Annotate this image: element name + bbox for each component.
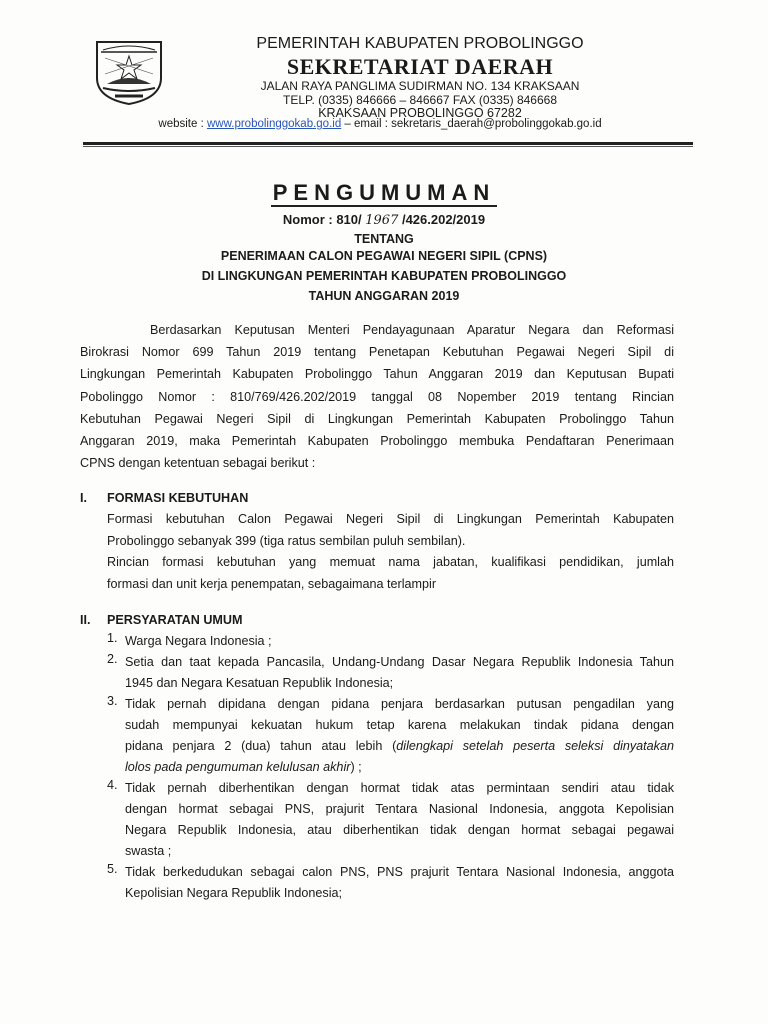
letterhead-government: PEMERINTAH KABUPATEN PROBOLINGGO xyxy=(256,35,584,52)
line-text: Tidak berkedudukan sebagai calon PNS, PNS prajurit Tentara Nasional Indonesia, anggota xyxy=(125,865,674,879)
section-line: Probolinggo sebanyak 399 (tiga ratus sembilan puluh sembilan). xyxy=(107,533,466,548)
section-heading xyxy=(80,487,674,509)
list-item-number: 2. xyxy=(107,652,118,666)
letterhead-divider xyxy=(83,142,693,145)
list-item-line xyxy=(125,736,674,757)
list-item-line xyxy=(125,631,674,652)
line-text: ) ; xyxy=(350,760,362,774)
list-item-number: 3. xyxy=(107,694,118,708)
section-formasi-kebutuhan xyxy=(80,487,674,595)
subject-line: DI LINGKUNGAN PEMERINTAH KABUPATEN PROBOLINGGO xyxy=(201,269,567,283)
subject-line: TAHUN ANGGARAN 2019 xyxy=(308,289,460,303)
paragraph-line: Pobolinggo Nomor : 810/769/426.202/2019 tanggal 08 Nopember 2019 tentang Rincian xyxy=(80,389,674,404)
paragraph-line: Berdasarkan Keputusan Menteri Pendayagunaan Aparatur Negara dan Reformasi xyxy=(150,323,674,337)
paragraph-line: Kebutuhan Pegawai Negeri Sipil di Lingkungan Pemerintah Kabupaten Probolinggo Tahun xyxy=(80,411,674,426)
website-link[interactable]: www.probolinggokab.go.id xyxy=(206,118,342,130)
list-item-line xyxy=(125,799,674,820)
subject-line: PENERIMAAN CALON PEGAWAI NEGERI SIPIL (CPNS) xyxy=(220,249,548,263)
number-prefix: Nomor : 810/ xyxy=(282,212,366,227)
list-item-line xyxy=(125,673,674,694)
list-item-line xyxy=(125,862,674,883)
line-text: Tidak pernah dipidana dengan pidana penjara berdasarkan putusan pengadilan yang xyxy=(125,697,674,711)
paragraph-line: CPNS dengan ketentuan sebagai berikut : xyxy=(80,456,316,471)
letterhead-divider-thin xyxy=(83,146,693,147)
document-title-text: PENGUMUMAN xyxy=(272,180,496,205)
section-line: Formasi kebutuhan Calon Pegawai Negeri Sipil di Lingkungan Pemerintah Kabupaten xyxy=(107,512,674,526)
line-text: swasta ; xyxy=(125,844,172,858)
list-item-line xyxy=(125,715,674,736)
section-title: PERSYARATAN UMUM xyxy=(107,613,243,627)
line-text: Kepolisian Negara Republik Indonesia; xyxy=(125,886,343,900)
section-number: I. xyxy=(80,491,87,505)
list-item-line xyxy=(125,652,674,673)
list-item-line xyxy=(125,883,674,904)
list-item xyxy=(80,862,674,904)
website-label: website : xyxy=(158,118,207,130)
letterhead-contact xyxy=(100,118,660,130)
intro-paragraph xyxy=(80,319,674,474)
letterhead-city: KRAKSAAN PROBOLINGGO 67282 xyxy=(318,106,522,120)
section-line: Rincian formasi kebutuhan yang memuat nama jabatan, kualifikasi pendidikan, jumlah xyxy=(107,555,674,569)
list-item-line xyxy=(125,820,674,841)
section-heading xyxy=(80,609,674,631)
list-item-number: 4. xyxy=(107,778,118,792)
section-line: formasi dan unit kerja penempatan, sebagaimana terlampir xyxy=(107,576,437,591)
email-address: sekretaris_daerah@probolinggokab.go.id xyxy=(391,118,602,130)
list-item-line xyxy=(125,757,674,778)
list-item-number: 5. xyxy=(107,862,118,876)
line-text: dengan hormat sebagai PNS, prajurit Tentara Nasional Indonesia, anggota Kepolisian xyxy=(125,802,674,816)
line-text: 1945 dan Negara Kesatuan Republik Indonesia; xyxy=(125,676,394,690)
section-persyaratan-umum xyxy=(80,609,674,904)
line-text: Negara Republik Indonesia, atau diberhentikan tidak dengan hormat sebagai pegawai xyxy=(125,823,674,837)
email-label: – email : xyxy=(341,118,392,130)
line-text: Tidak pernah diberhentikan dengan hormat tidak atas permintaan sendiri atau tidak xyxy=(125,781,674,795)
number-suffix: /426.202/2019 xyxy=(398,212,486,227)
line-text: Warga Negara Indonesia ; xyxy=(125,634,272,648)
handwritten-number: 1967 xyxy=(365,213,399,228)
list-item-line xyxy=(125,778,674,799)
list-item xyxy=(80,652,674,694)
line-text: sudah mempunyai kekuatan hukum tetap karena melakukan tindak pidana dengan xyxy=(125,718,674,732)
letterhead-office: SEKRETARIAT DAERAH xyxy=(286,54,554,79)
list-item-line xyxy=(125,841,674,862)
list-item-number: 1. xyxy=(107,631,118,645)
letterhead-address: JALAN RAYA PANGLIMA SUDIRMAN NO. 134 KRAKSAAN xyxy=(260,79,580,93)
list-item xyxy=(80,778,674,862)
section-title: FORMASI KEBUTUHAN xyxy=(107,491,249,505)
paragraph-line: Lingkungan Pemerintah Kabupaten Probolinggo Tahun Anggaran 2019 dan Keputusan Bupati xyxy=(80,367,674,382)
letterhead-phone: TELP. (0335) 846666 – 846667 FAX (0335) 846668 xyxy=(283,93,557,107)
list-item xyxy=(80,694,674,778)
italic-note: dilengkapi setelah peserta seleksi dinyatakan xyxy=(396,739,674,753)
document-title xyxy=(0,180,768,206)
line-text: Setia dan taat kepada Pancasila, Undang-Undang Dasar Negara Republik Indonesia Tahun xyxy=(125,655,674,669)
list-item xyxy=(80,631,674,652)
line-text: pidana penjara 2 (dua) tahun atau lebih ( xyxy=(125,739,397,753)
paragraph-line: Anggaran 2019, maka Pemerintah Kabupaten Probolinggo membuka Pendaftaran Penerimaan xyxy=(80,433,674,448)
document-number xyxy=(0,212,768,228)
list-item-line xyxy=(125,694,674,715)
section-number: II. xyxy=(80,613,91,627)
italic-note: lolos pada pengumuman kelulusan akhir xyxy=(125,760,351,774)
paragraph-line: Birokrasi Nomor 699 Tahun 2019 tentang Penetapan Kebutuhan Pegawai Negeri Sipil di xyxy=(80,345,674,360)
tentang-label: TENTANG xyxy=(354,232,414,246)
